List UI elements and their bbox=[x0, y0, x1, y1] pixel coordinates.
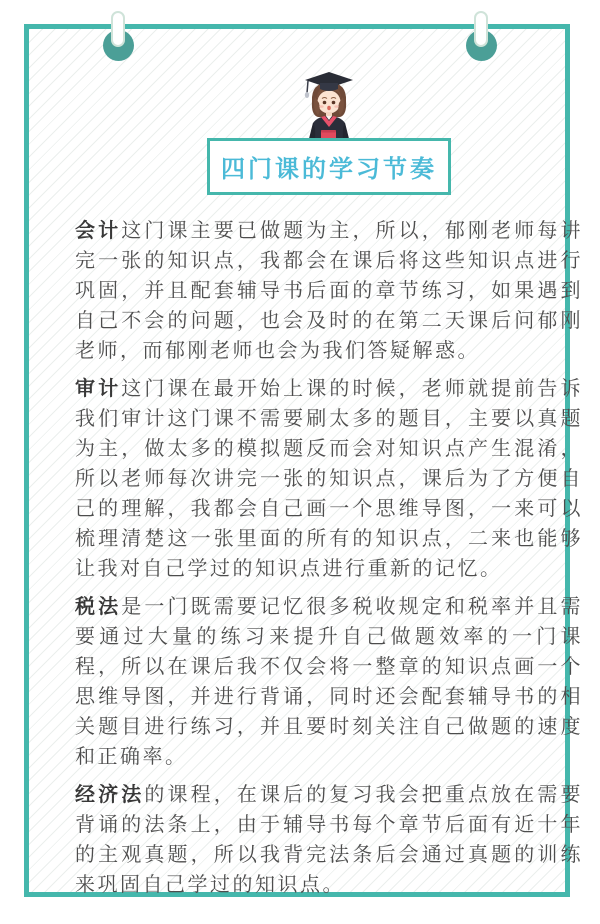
pin-stem bbox=[111, 11, 125, 47]
paragraph-shuifa bbox=[75, 592, 583, 772]
course-label-shuifa: 税法 bbox=[75, 596, 122, 618]
paragraph-jingjifa bbox=[75, 780, 583, 900]
paragraph-shenji bbox=[75, 374, 583, 584]
note-card bbox=[24, 24, 584, 897]
page-title: 四门课的学习节奏 bbox=[221, 156, 437, 183]
notes-body bbox=[75, 216, 583, 908]
paragraph-kuaiji bbox=[75, 216, 583, 366]
graduate-girl-avatar bbox=[292, 71, 366, 143]
course-label-shenji: 审计 bbox=[75, 378, 122, 400]
binder-pin-icon bbox=[100, 11, 138, 61]
paragraph-text: 是一门既需要记忆很多税收规定和税率并且需要通过大量的练习来提升自己做题效率的一门课程，所以在课后我不仅会将一整章的知识点画一个思维导图，并进行背诵，同时还会配套辅导书的相关题目进行练习，并且要时刻关注自己做题的速度和正确率。 bbox=[75, 596, 584, 768]
pin-stem bbox=[474, 11, 488, 47]
course-label-kuaiji: 会计 bbox=[75, 220, 122, 242]
paragraph-text: 这门课主要已做题为主，所以，郁刚老师每讲完一张的知识点，我都会在课后将这些知识点进行巩固，并且配套辅导书后面的章节练习，如果遇到自己不会的问题，也会及时的在第二天课后问郁刚老师，而郁刚老师也会为我们答疑解惑。 bbox=[75, 220, 584, 362]
title-frame bbox=[207, 138, 451, 195]
paragraph-text: 这门课在最开始上课的时候，老师就提前告诉我们审计这门课不需要刷太多的题目，主要以真题为主，做太多的模拟题反而会对知识点产生混淆，所以老师每次讲完一张的知识点，课后为了方便自己的理解，我都会自己画一个思维导图，一来可以梳理清楚这一张里面的所有的知识点，二来也能够让我对自己学过的知识点进行重新的记忆。 bbox=[75, 378, 584, 580]
paragraph-text: 的课程，在课后的复习我会把重点放在需要背诵的法条上，由于辅导书每个章节后面有近十年的主观真题，所以我背完法条后会通过真题的训练来巩固自己学过的知识点。 bbox=[75, 784, 584, 896]
binder-pin-icon bbox=[463, 11, 501, 61]
course-label-jingjifa: 经济法 bbox=[75, 784, 145, 806]
